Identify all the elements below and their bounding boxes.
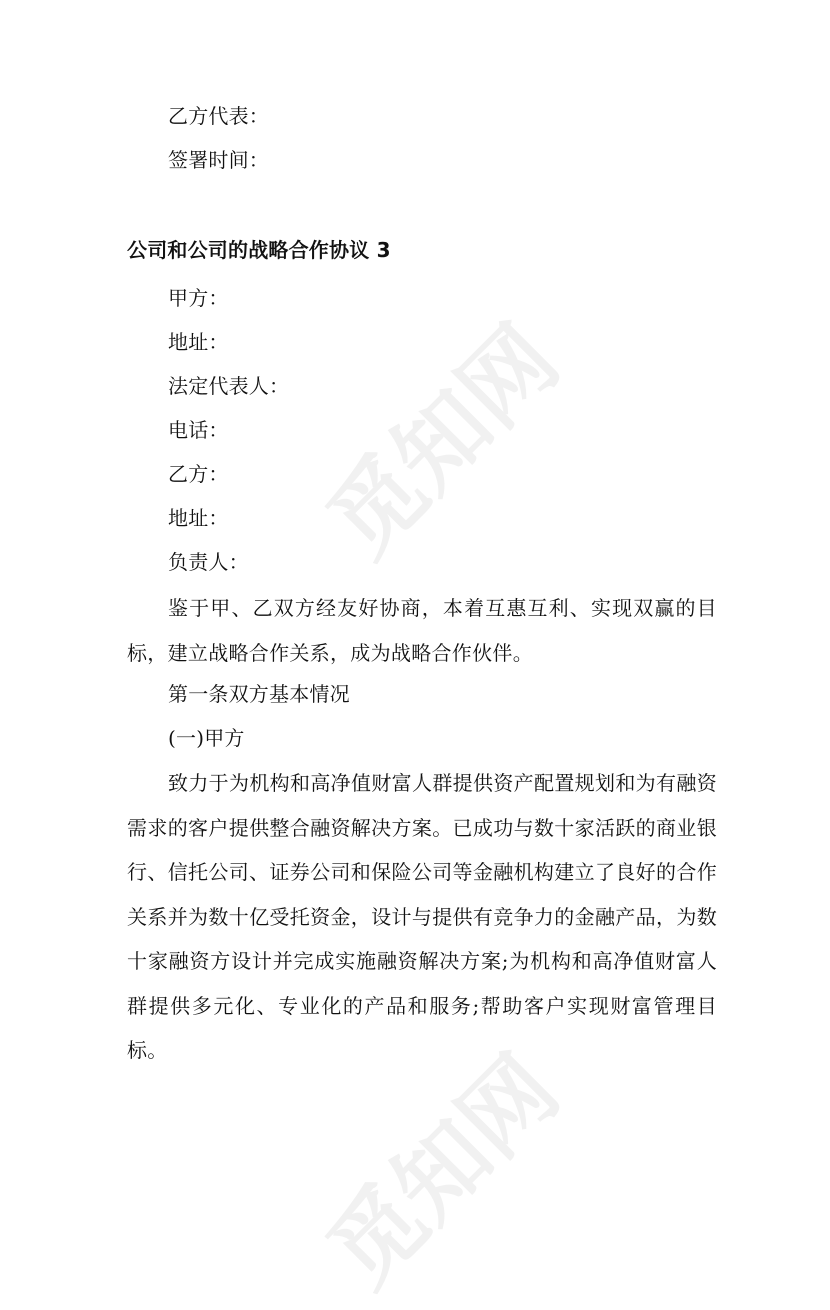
phone-field: 电话：: [168, 418, 229, 442]
article-title: 第一条双方基本情况: [168, 682, 350, 706]
intro-paragraph: 鉴于甲、乙双方经友好协商，本着互惠互利、实现双赢的目标，建立战略合作关系，成为战略合作伙伴。: [127, 596, 717, 665]
subsection-title: (一)甲方: [168, 726, 245, 750]
legal-representative-field: 法定代表人：: [168, 374, 290, 398]
watermark: 觅知网: [307, 1035, 579, 1307]
signing-date-line: 签署时间：: [168, 148, 269, 172]
party-b-field: 乙方：: [168, 462, 229, 486]
person-in-charge-field: 负责人：: [168, 550, 249, 574]
party-a-address-field: 地址：: [168, 330, 229, 354]
watermark: 觅知网: [307, 305, 579, 577]
party-a-field: 甲方：: [168, 286, 229, 310]
party-b-address-field: 地址：: [168, 506, 229, 530]
party-b-representative-line: 乙方代表：: [168, 104, 269, 128]
body-paragraph: 致力于为机构和高净值财富人群提供资产配置规划和为有融资需求的客户提供整合融资解决方案。已成功与数十家活跃的商业银行、信托公司、证券公司和保险公司等金融机构建立了良好的合作关系并为数十亿受托资金，设计与提供有竞争力的金融产品，为数十家融资方设计并完成实施融资解决方案;为机构和高净值财富人群提供多元化、专业化的产品和服务;帮助客户实现财富管理目标。: [127, 771, 717, 1062]
agreement-heading: 公司和公司的战略合作协议 3: [127, 238, 391, 262]
